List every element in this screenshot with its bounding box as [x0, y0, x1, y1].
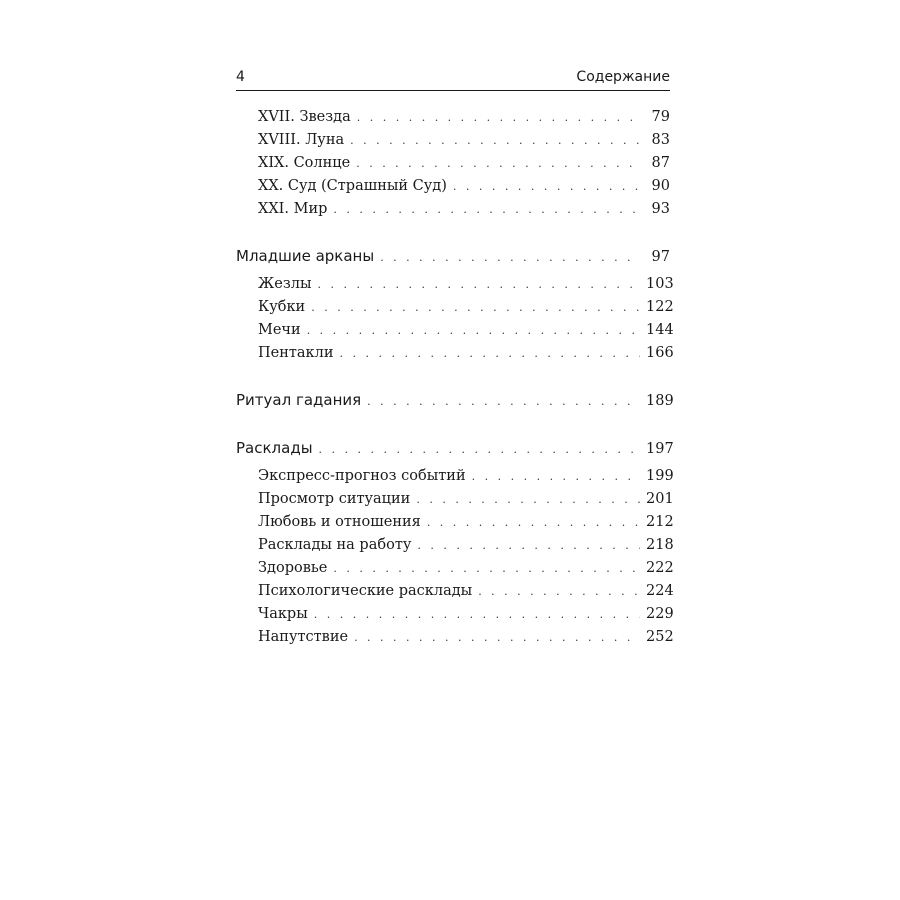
- toc-entry-express-forecast: [258, 465, 674, 487]
- toc-entry-page: 90: [651, 178, 670, 194]
- toc-entry-page: 144: [646, 322, 674, 338]
- toc-entry-label: Кубки: [258, 299, 306, 315]
- toc-entry-page: 212: [646, 514, 674, 530]
- running-head: [236, 66, 670, 88]
- toc-section-divination-ritual: [236, 389, 674, 411]
- toc-entry-page: 229: [646, 606, 674, 622]
- toc-entry-pentacles: [258, 342, 674, 364]
- page-number: 4: [236, 69, 245, 85]
- dot-leader: [416, 489, 640, 511]
- dot-leader: [472, 466, 640, 488]
- toc-section-label: Младшие арканы: [236, 247, 375, 265]
- toc-section-label: Расклады: [236, 439, 313, 457]
- toc-entry-page: 166: [646, 345, 674, 361]
- toc-entry-page: 199: [646, 468, 674, 484]
- dot-leader: [340, 343, 641, 365]
- toc-section-page: 97: [651, 249, 670, 265]
- dot-leader: [427, 512, 640, 534]
- dot-leader: [453, 176, 640, 198]
- toc-entry-page: 222: [646, 560, 674, 576]
- dot-leader: [350, 130, 640, 152]
- toc-entry-page: 218: [646, 537, 674, 553]
- toc-entry-label: Жезлы: [258, 276, 312, 292]
- toc-entry-label: XXI. Мир: [258, 201, 328, 217]
- toc-section-page: 197: [646, 441, 674, 457]
- toc-entry-page: 103: [646, 276, 674, 292]
- toc-entry-label: Чакры: [258, 606, 308, 622]
- toc-section-page: 189: [646, 393, 674, 409]
- toc-entry-label: Пентакли: [258, 345, 334, 361]
- toc-entry-moon: [258, 129, 670, 151]
- toc-entry-label: XVII. Звезда: [258, 109, 351, 125]
- dot-leader: [311, 297, 640, 319]
- toc-entry-page: 93: [651, 201, 670, 217]
- toc-entry-wands: [258, 273, 674, 295]
- toc-entry-label: XVIII. Луна: [258, 132, 345, 148]
- toc-entry-label: Просмотр ситуации: [258, 491, 411, 507]
- toc-entry-star: [258, 106, 670, 128]
- toc-entry-world: [258, 198, 670, 220]
- dot-leader: [367, 391, 640, 413]
- toc-section-label: Ритуал гадания: [236, 391, 362, 409]
- toc-entry-cups: [258, 296, 674, 318]
- toc-entry-label: Психологические расклады: [258, 583, 473, 599]
- dot-leader: [333, 199, 640, 221]
- toc-entry-page: 252: [646, 629, 674, 645]
- toc-entry-parting-words: [258, 626, 674, 648]
- dot-leader: [478, 581, 640, 603]
- toc-entry-swords: [258, 319, 674, 341]
- toc-entry-label: Экспресс-прогноз событий: [258, 468, 466, 484]
- dot-leader: [319, 439, 640, 461]
- toc-entry-chakras: [258, 603, 674, 625]
- toc-entry-page: 201: [646, 491, 674, 507]
- toc-entry-work-spreads: [258, 534, 674, 556]
- dot-leader: [417, 535, 640, 557]
- toc-entry-health: [258, 557, 674, 579]
- toc-entry-page: 87: [651, 155, 670, 171]
- toc-entry-page: 83: [651, 132, 670, 148]
- toc-entry-label: Напутствие: [258, 629, 349, 645]
- dot-leader: [333, 558, 640, 580]
- dot-leader: [357, 107, 640, 129]
- toc-entry-label: Мечи: [258, 322, 301, 338]
- dot-leader: [314, 604, 640, 626]
- dot-leader: [354, 627, 640, 649]
- dot-leader: [380, 247, 640, 269]
- toc-entry-label: Любовь и отношения: [258, 514, 421, 530]
- toc-entry-page: 122: [646, 299, 674, 315]
- toc-entry-label: XIX. Солнце: [258, 155, 351, 171]
- toc-section-minor-arcana: [236, 245, 670, 267]
- toc-entry-situation-review: [258, 488, 674, 510]
- toc-entry-page: 79: [651, 109, 670, 125]
- dot-leader: [307, 320, 640, 342]
- toc-entry-page: 224: [646, 583, 674, 599]
- dot-leader: [318, 274, 640, 296]
- toc-entry-label: Здоровье: [258, 560, 328, 576]
- toc-section-spreads: [236, 437, 674, 459]
- section-title: Содержание: [576, 69, 670, 85]
- header-rule: [236, 90, 670, 91]
- dot-leader: [356, 153, 640, 175]
- toc-entry-psychological-spreads: [258, 580, 674, 602]
- toc-entry-label: XX. Суд (Страшный Суд): [258, 178, 447, 194]
- toc-entry-love-relationships: [258, 511, 674, 533]
- toc-entry-judgement: [258, 175, 670, 197]
- toc-entry-sun: [258, 152, 670, 174]
- toc-entry-label: Расклады на работу: [258, 537, 412, 553]
